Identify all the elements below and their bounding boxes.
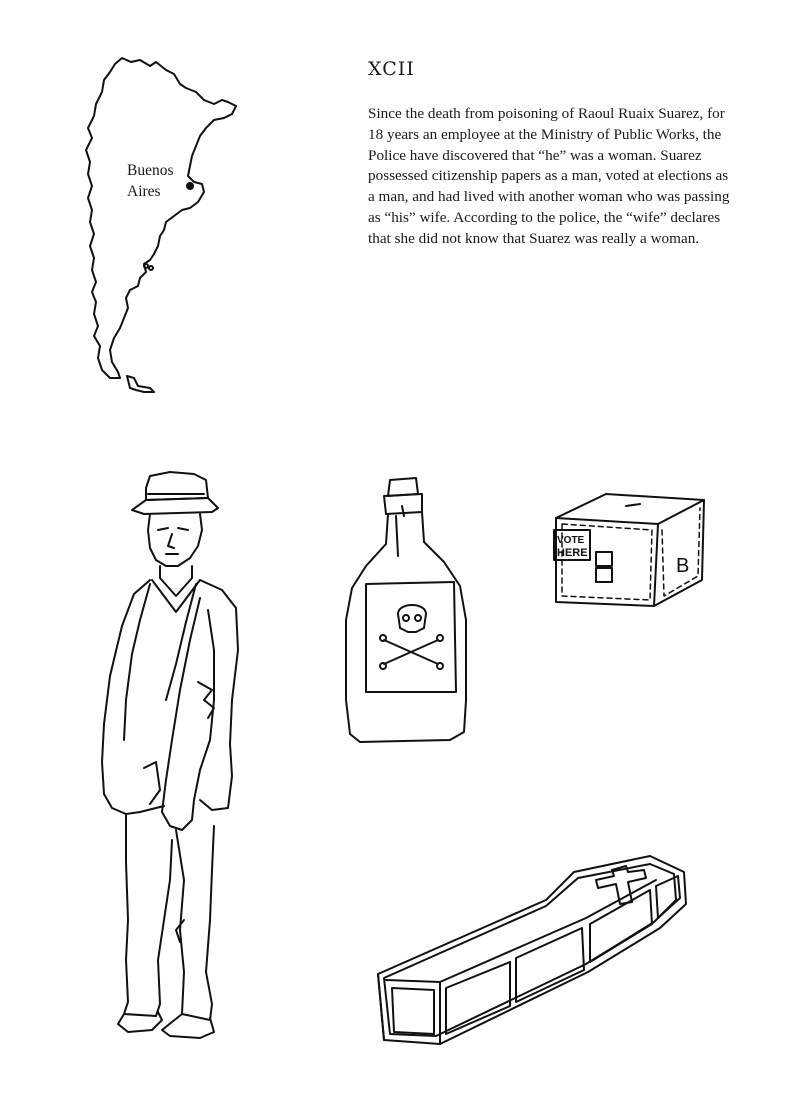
story-text: Since the death from poisoning of Raoul Ruaix Suarez, for 18 years an employee at the Ministry of Public Works, the Police have discovered that “he” was a woman. Suarez possessed citizenship papers as a man, voted at elections as a man, and had lived with another woman who was passing as “his” wife. According to the police, the “wife” declares that she did not know that Suarez was really a woman. [368, 105, 730, 247]
ballot-sign-line2: HERE [557, 547, 588, 559]
page-numeral: XCII [368, 58, 415, 80]
city-label-line2: Aires [127, 183, 161, 200]
ballot-side-letter: B [676, 555, 690, 577]
ballot-sign-line1: VOTE [557, 535, 585, 546]
city-label-line1: Buenos [127, 162, 174, 179]
